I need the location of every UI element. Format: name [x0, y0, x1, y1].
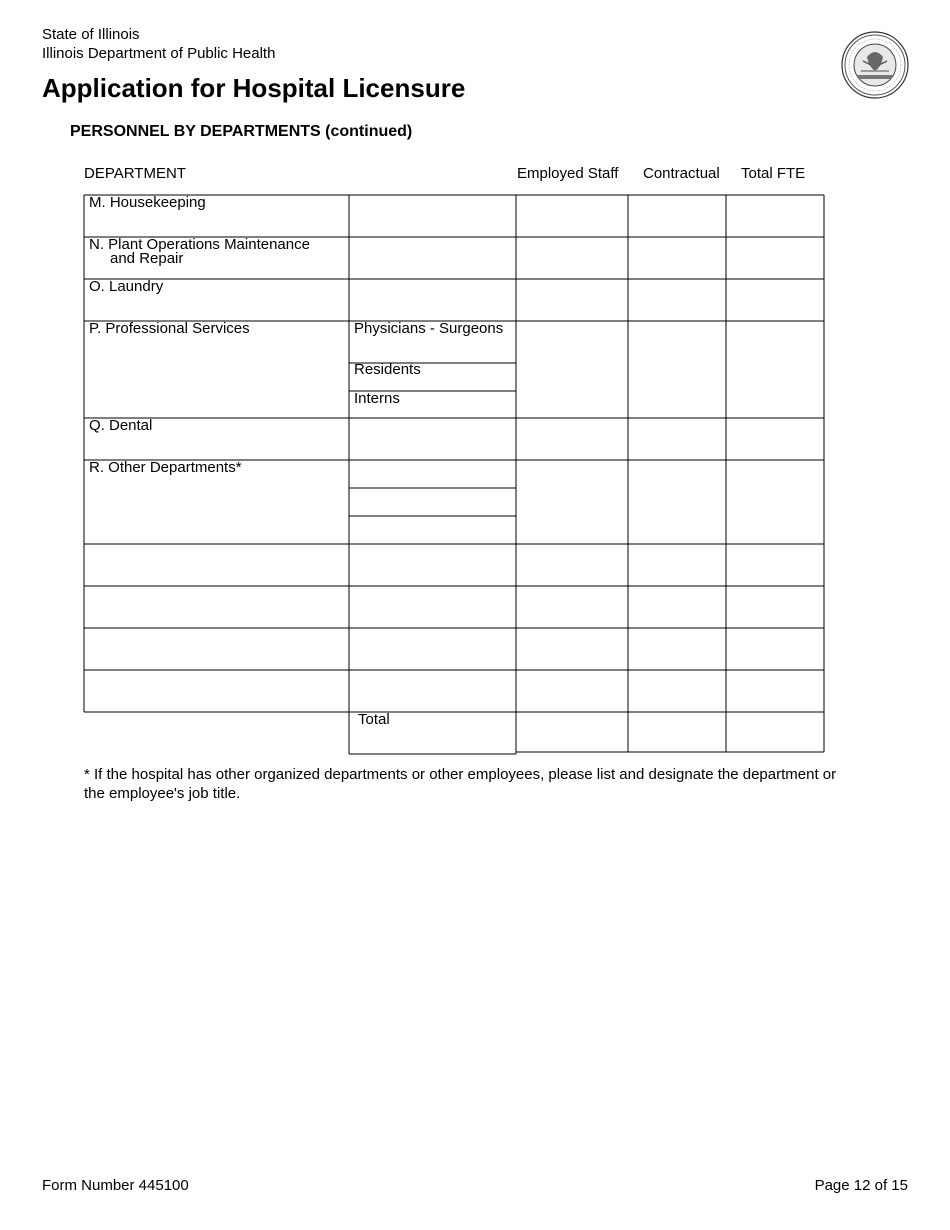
- row-laundry: O. Laundry: [89, 278, 164, 295]
- page-title: Application for Hospital Licensure: [42, 73, 466, 103]
- subrow-interns: Interns: [354, 390, 400, 407]
- col-total-fte: Total FTE: [741, 165, 806, 182]
- form-number: Form Number 445100: [42, 1177, 189, 1194]
- footnote: * If the hospital has other organized departments or other employees, please list and designate the department or the employee's job title.: [84, 766, 837, 802]
- col-employed-staff: Employed Staff: [517, 165, 619, 182]
- row-plant-operations: N. Plant Operations Maintenance: [89, 236, 310, 253]
- col-department: DEPARTMENT: [84, 165, 186, 182]
- department-name: Illinois Department of Public Health: [42, 45, 276, 62]
- section-title: PERSONNEL BY DEPARTMENTS (continued): [70, 123, 413, 140]
- row-plant-operations-line2: and Repair: [110, 250, 184, 267]
- subrow-residents: Residents: [354, 361, 421, 378]
- total-label: Total: [358, 711, 390, 728]
- row-other-departments: R. Other Departments*: [89, 459, 242, 476]
- col-contractual: Contractual: [643, 165, 720, 182]
- page-number: Page 12 of 15: [814, 1177, 908, 1194]
- row-professional-services: P. Professional Services: [89, 320, 250, 337]
- state-name: State of Illinois: [42, 26, 140, 43]
- subrow-physicians-surgeons: Physicians - Surgeons: [354, 320, 504, 337]
- row-dental: Q. Dental: [89, 417, 153, 434]
- row-housekeeping: M. Housekeeping: [89, 194, 206, 211]
